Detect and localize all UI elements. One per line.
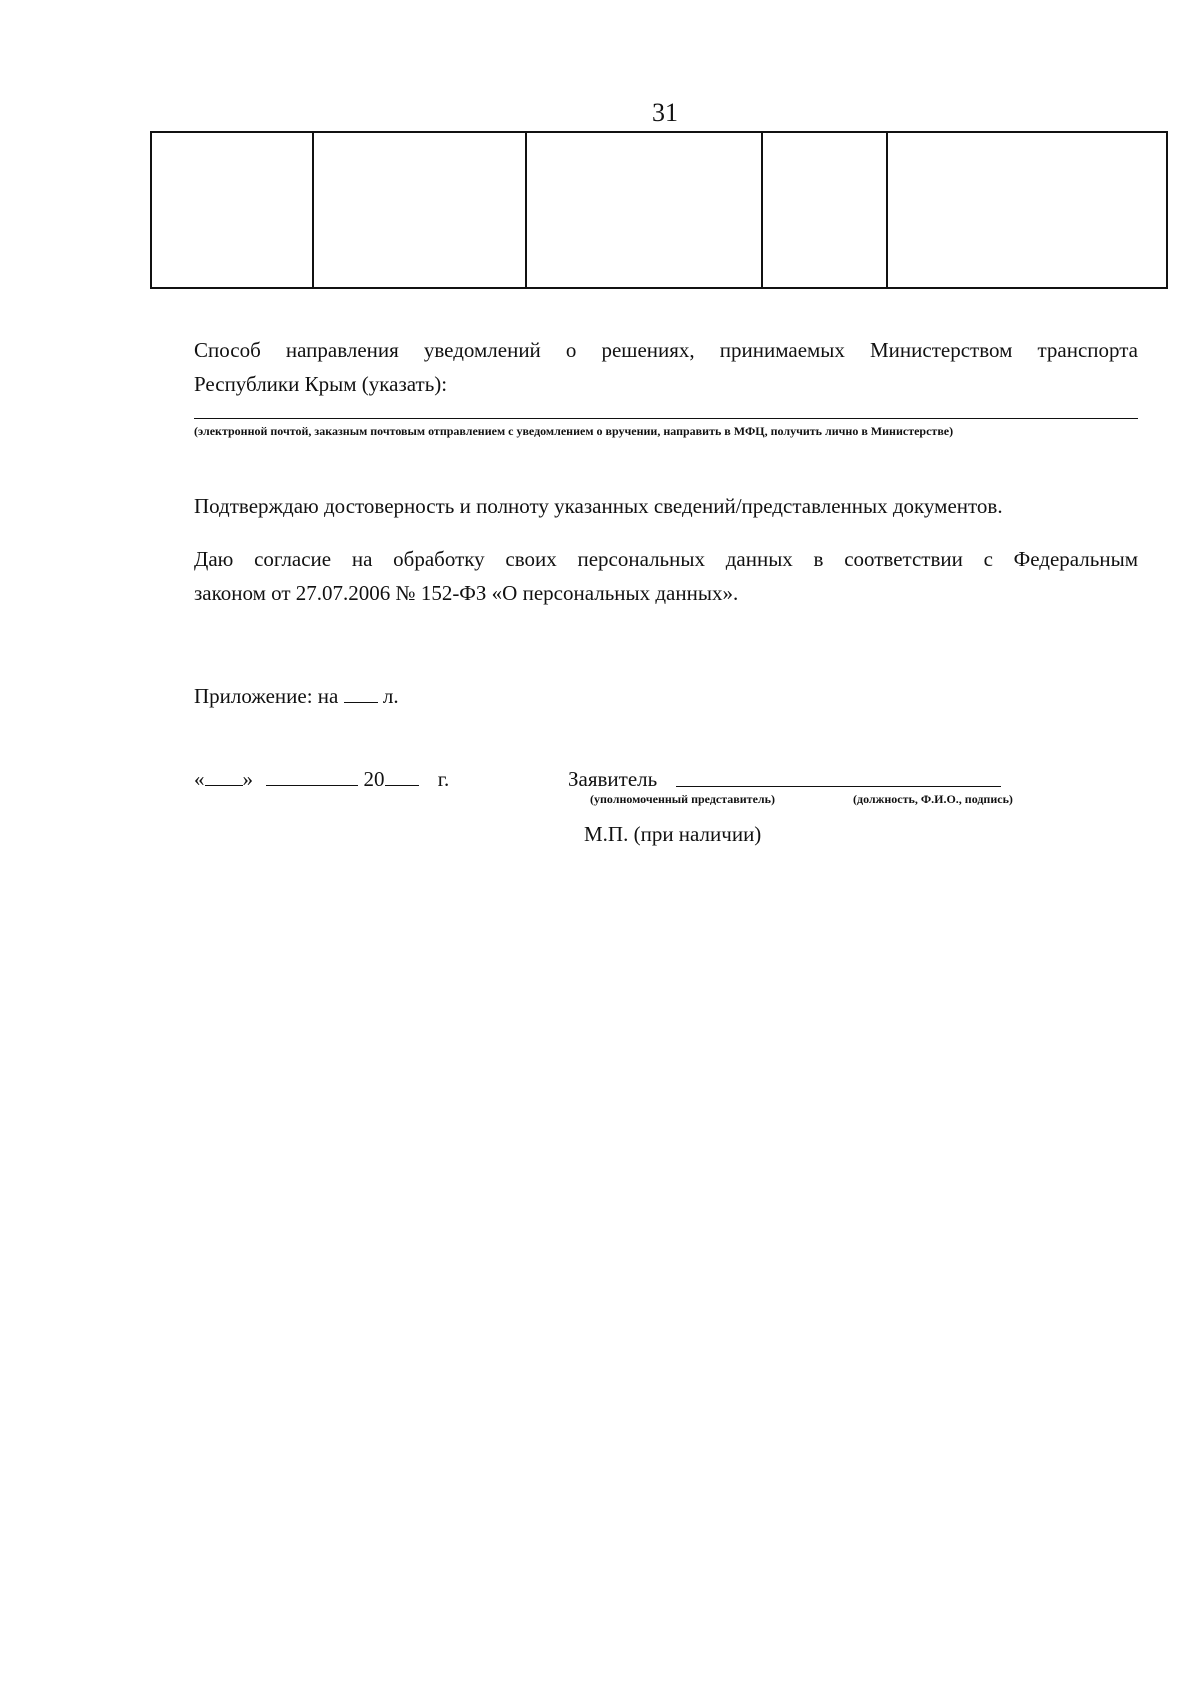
appendix-prefix: Приложение: на: [194, 684, 339, 708]
notification-method-paragraph: [194, 333, 1138, 401]
blank-table: [150, 131, 1168, 289]
table-row: [151, 132, 1167, 288]
date-year-blank: [385, 765, 419, 786]
appendix-pages-blank: [344, 682, 378, 703]
date-close-quote: »: [242, 767, 253, 791]
date-year-prefix: 20: [363, 767, 385, 791]
signature-line: [676, 786, 1001, 787]
table-cell: [313, 132, 526, 288]
appendix-suffix: л.: [382, 684, 399, 708]
date-line: [194, 764, 449, 794]
stamp-note: М.П. (при наличии): [584, 822, 762, 846]
notification-method-hint: (электронной почтой, заказным почтовым отправлением с уведомлением о вручении, направить в МФЦ, получить лично в Министерстве): [194, 424, 954, 438]
applicant-label: Заявитель: [568, 767, 658, 791]
appendix-line: [194, 681, 399, 711]
page-number: 31: [652, 98, 678, 127]
date-day-blank: [205, 765, 243, 786]
table-cell: [151, 132, 313, 288]
signature-hint-details: (должность, Ф.И.О., подпись): [853, 792, 1013, 806]
notification-line-1: Способ направления уведомлений о решениях, принимаемых Министерством транспорта: [194, 338, 1138, 362]
table-cell: [526, 132, 762, 288]
consent-paragraph: [194, 542, 1138, 610]
notification-method-field-line: [194, 418, 1138, 419]
consent-line-2: законом от 27.07.2006 № 152-ФЗ «О персональных данных».: [194, 581, 739, 605]
confirmation-statement: Подтверждаю достоверность и полноту указанных сведений/представленных документов.: [194, 494, 1003, 518]
table-cell: [762, 132, 887, 288]
date-month-blank: [266, 765, 358, 786]
consent-line-1: Даю согласие на обработку своих персональных данных в соответствии с Федеральным: [194, 547, 1138, 571]
signature-hint-representative: (уполномоченный представитель): [590, 792, 775, 806]
date-year-suffix: г.: [437, 767, 450, 791]
notification-line-2: Республики Крым (указать):: [194, 372, 448, 396]
date-open-quote: «: [194, 767, 205, 791]
table-cell: [887, 132, 1167, 288]
